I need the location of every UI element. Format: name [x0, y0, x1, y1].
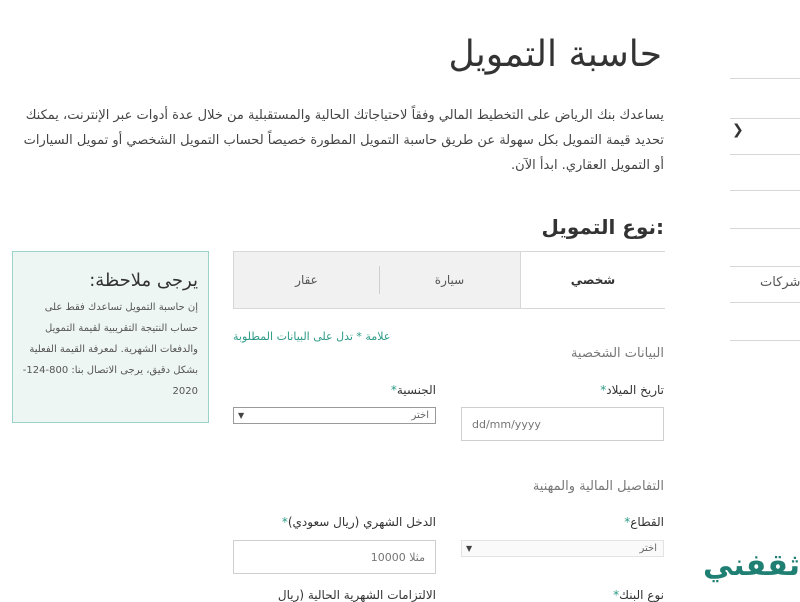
chevron-down-icon: ▼ [238, 411, 245, 420]
birth-date-input[interactable] [461, 407, 664, 441]
tab-realestate[interactable]: عقار [295, 273, 318, 287]
side-divider [730, 228, 800, 229]
note-box [12, 251, 209, 423]
page-title: حاسبة التمويل [448, 34, 662, 75]
note-title: يرجى ملاحظة: [89, 270, 198, 291]
side-divider [730, 154, 800, 155]
personal-details-heading: البيانات الشخصية [570, 346, 664, 361]
sector-select[interactable] [461, 540, 664, 557]
financial-details-heading: التفاصيل المالية والمهنية [532, 479, 664, 494]
nationality-select-value: اختر [411, 410, 429, 421]
side-divider [730, 340, 800, 341]
salary-bank-label: نوع البنك* [613, 588, 664, 602]
monthly-income-label: الدخل الشهري (ريال سعودي)* [281, 515, 436, 529]
watermark-logo: ثقفني [702, 548, 800, 583]
side-divider [730, 118, 800, 119]
chevron-down-icon: ▼ [466, 544, 473, 553]
side-navigation [702, 0, 800, 600]
note-text: إن حاسبة التمويل تساعدك فقط على حساب النتيجة التقريبية لقيمة التمويل والدفعات الشهرية. لمعرفة القيمة الفعلية بشكل دقيق، يرجى الاتصال بنا: 800-124-2020 [22, 302, 198, 397]
tab-car[interactable]: سيارة [434, 273, 465, 287]
nationality-select[interactable] [233, 407, 436, 424]
monthly-obligations-label: الالتزامات الشهرية الحالية (ريال [277, 588, 436, 602]
tab-personal[interactable]: شخصي [520, 252, 665, 308]
monthly-income-input[interactable] [233, 540, 436, 574]
financing-type-tabs [233, 251, 665, 309]
nationality-label: الجنسية* [390, 383, 436, 397]
side-nav-item-companies[interactable]: شركات [760, 275, 800, 290]
financing-type-heading: نوع التمويل: [541, 215, 664, 239]
sector-select-value: اختر [639, 543, 657, 554]
birth-date-label: تاريخ الميلاد* [600, 383, 664, 397]
side-divider [730, 266, 800, 267]
side-divider [730, 302, 800, 303]
side-divider [730, 190, 800, 191]
intro-paragraph: يساعدك بنك الرياض على التخطيط المالي وفقاً لاحتياجاتك الحالية والمستقبلية من خلال عدة أدوات عبر الإنترنت، يمكنك تحديد قيمة التمويل بكل سهولة عن طريق حاسبة التمويل المطورة خصيصاً لحساب التمويل الشخصي أو تمويل السيارات أو التمويل العقاري. ابدأ الآن. [23, 108, 664, 173]
side-divider [730, 78, 800, 79]
sector-label: القطاع* [624, 515, 664, 529]
chevron-right-icon[interactable]: ❯ [732, 122, 744, 138]
required-fields-note: علامة * تدل على البيانات المطلوبة [233, 330, 391, 343]
